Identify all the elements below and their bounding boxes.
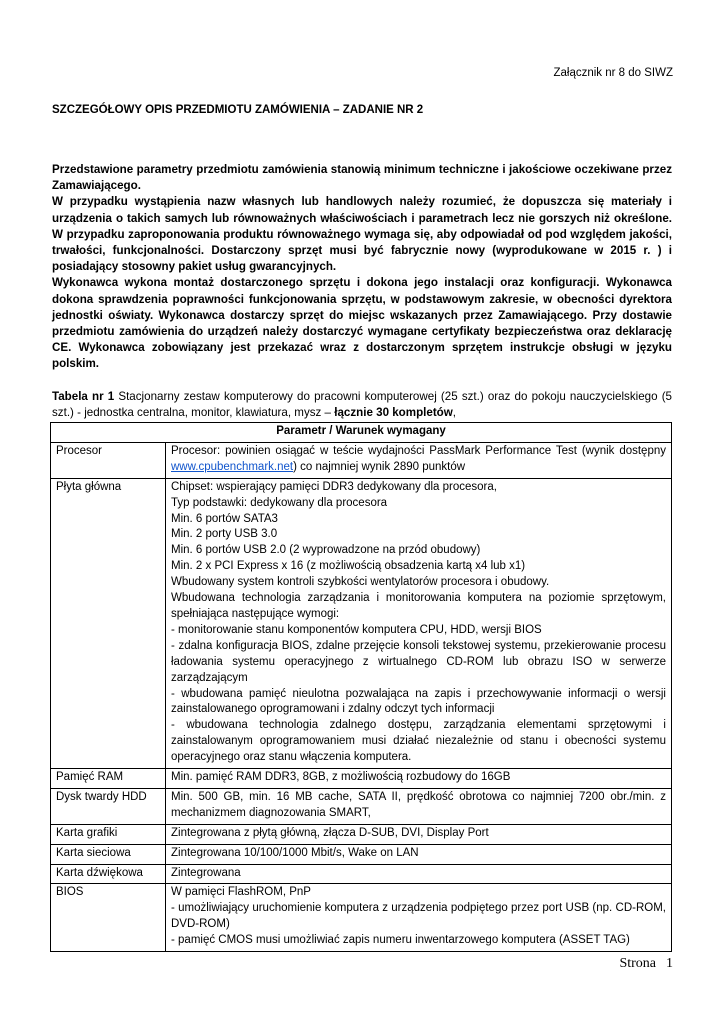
- cpu-text-a: Procesor: powinien osiągać w teście wydajności PassMark Performance Test (wynik dostępny: [171, 444, 666, 457]
- bios-line: - pamięć CMOS musi umożliwiać zapis numeru inwentarzowego komputera (ASSET TAG): [171, 934, 630, 947]
- row-label-motherboard: Płyta główna: [51, 478, 166, 768]
- mb-line: Min. 2 x PCI Express x 16 (z możliwością obsadzenia kartą x4 lub x1): [171, 560, 526, 573]
- table-row: [51, 769, 672, 789]
- bios-line: W pamięci FlashROM, PnP: [171, 886, 311, 899]
- cpu-text-b: ) co najmniej wynik 2890 punktów: [293, 460, 466, 473]
- mb-line: Chipset: wspierający pamięci DDR3 dedykowany dla procesora,: [171, 480, 497, 493]
- row-value-nic: Zintegrowana 10/100/1000 Mbit/s, Wake on LAN: [166, 844, 672, 864]
- table-header: Parametr / Warunek wymagany: [51, 423, 672, 443]
- row-value-ram: Min. pamięć RAM DDR3, 8GB, z możliwością rozbudowy do 16GB: [166, 769, 672, 789]
- cpubenchmark-link[interactable]: www.cpubenchmark.net: [171, 460, 294, 473]
- mb-line: - wbudowana pamięć nieulotna pozwalająca na zapis i przechowywanie informacji o wersji zainstalowanego oprogramowani i zdalny odczyt tych informacji: [171, 687, 666, 716]
- intro-section: [52, 162, 672, 373]
- document-title: SZCZEGÓŁOWY OPIS PRZEDMIOTU ZAMÓWIENIA – ZADANIE NR 2: [52, 104, 424, 116]
- mb-line: - zdalna konfiguracja BIOS, zdalne przejęcie konsoli tekstowej systemu, przekierowanie procesu ładowania systemu operacyjnego z wirtualnego CD-ROM lub obrazu ISO w serwerze zarządzającym: [171, 639, 666, 684]
- mb-line: Wbudowana technologia zarządzania i monitorowania komputera na poziomie sprzętowym, spełniająca następujące wymogi:: [171, 592, 666, 620]
- intro-paragraph-3: Wykonawca wykona montaż dostarczonego sprzętu i dokona jego instalacji oraz konfiguracji. Wykonawca dokona sprawdzenia poprawności funkcjonowania sprzętu, w podstawowym zakresie, w obecności dyrektora jednostki oświaty. Wykonawca dostarczy sprzęt do miejsc wskazanych przez Zamawiającego. Przy dostawie przedmiotu zamówienia do urządzeń należy dostarczyć wymagane certyfikaty bezpieczeństwa oraz deklarację CE. Wykonawca zobowiązany jest przekazać wraz z dostarczonym sprzętem instrukcje obsługi w języku polskim.: [52, 276, 672, 371]
- table-caption: [52, 389, 672, 421]
- row-label-hdd: Dysk twardy HDD: [51, 788, 166, 824]
- row-value-hdd: Min. 500 GB, min. 16 MB cache, SATA II, prędkość obrotowa co najmniej 7200 obr./min. z mechanizmem diagnozowania SMART,: [166, 788, 672, 824]
- table-row: [51, 788, 672, 824]
- mb-line: - monitorowanie stanu komponentów komputera CPU, HDD, wersji BIOS: [171, 623, 542, 636]
- row-value-sound: Zintegrowana: [166, 864, 672, 884]
- page-label: Strona: [619, 956, 656, 971]
- table-row: [51, 478, 672, 768]
- mb-line: Wbudowany system kontroli szybkości wentylatorów procesora i obudowy.: [171, 576, 550, 589]
- table-row: [51, 442, 672, 478]
- table-caption-total: łącznie 30 kompletów: [334, 406, 453, 420]
- mb-line: Min. 6 portów SATA3: [171, 512, 278, 525]
- row-label-ram: Pamięć RAM: [51, 769, 166, 789]
- row-value-motherboard: [166, 478, 672, 768]
- page-number: 1: [666, 956, 673, 971]
- mb-line: - wbudowana technologia zdalnego dostępu, zarządzania elementami sprzętowymi i zainstalowanym oprogramowaniem musi działać niezależnie od stanu i obecności systemu operacyjnego oraz stanu włączenia komputera.: [171, 719, 666, 764]
- page-footer: [609, 956, 673, 972]
- bios-line: - umożliwiający uruchomienie komputera z urządzenia podpiętego przez port USB (np. CD-ROM, DVD-ROM): [171, 902, 666, 931]
- table-row: [51, 864, 672, 884]
- intro-paragraph-1: Przedstawione parametry przedmiotu zamówienia stanowią minimum techniczne i jakościowe oczekiwane przez Zamawiającego.: [52, 163, 672, 193]
- row-label-nic: Karta sieciowa: [51, 844, 166, 864]
- annex-label: Załącznik nr 8 do SIWZ: [553, 67, 673, 79]
- spec-table: [50, 422, 672, 952]
- table-header-row: [51, 423, 672, 443]
- row-label-gpu: Karta grafiki: [51, 824, 166, 844]
- table-caption-text: Stacjonarny zestaw komputerowy do pracowni komputerowej (25 szt.) oraz do pokoju nauczycielskiego (5 szt.) - jednostka centralna, monitor, klawiatura, mysz –: [52, 390, 672, 420]
- table-caption-label: Tabela nr 1: [52, 390, 115, 403]
- table-row: [51, 824, 672, 844]
- row-value-gpu: Zintegrowana z płytą główną, złącza D-SUB, DVI, Display Port: [166, 824, 672, 844]
- mb-line: Min. 2 porty USB 3.0: [171, 528, 278, 541]
- row-label-cpu: Procesor: [51, 442, 166, 478]
- row-label-sound: Karta dźwiękowa: [51, 864, 166, 884]
- row-label-bios: BIOS: [51, 884, 166, 952]
- mb-line: Typ podstawki: dedykowany dla procesora: [171, 496, 388, 509]
- intro-paragraph-2: W przypadku wystąpienia nazw własnych lub handlowych należy rozumieć, że dopuszcza się materiały i urządzenia o takich samych lub równoważnych właściwościach i parametrach lecz nie gorszych niż określone. W przypadku zaproponowania produktu równoważnego wymaga się, aby odpowiadał od pod względem jakości, trwałości, funkcjonalności. Dostarczony sprzęt musi być fabrycznie nowy (wyprodukowane w 2015 r. ) i posiadający stosowny pakiet usług gwarancyjnych.: [52, 195, 672, 274]
- row-value-cpu: [166, 442, 672, 478]
- mb-line: Min. 6 portów USB 2.0 (2 wyprowadzone na przód obudowy): [171, 544, 481, 557]
- row-value-bios: [166, 884, 672, 952]
- table-row: [51, 844, 672, 864]
- table-caption-tail: ,: [452, 406, 457, 420]
- table-row: [51, 884, 672, 952]
